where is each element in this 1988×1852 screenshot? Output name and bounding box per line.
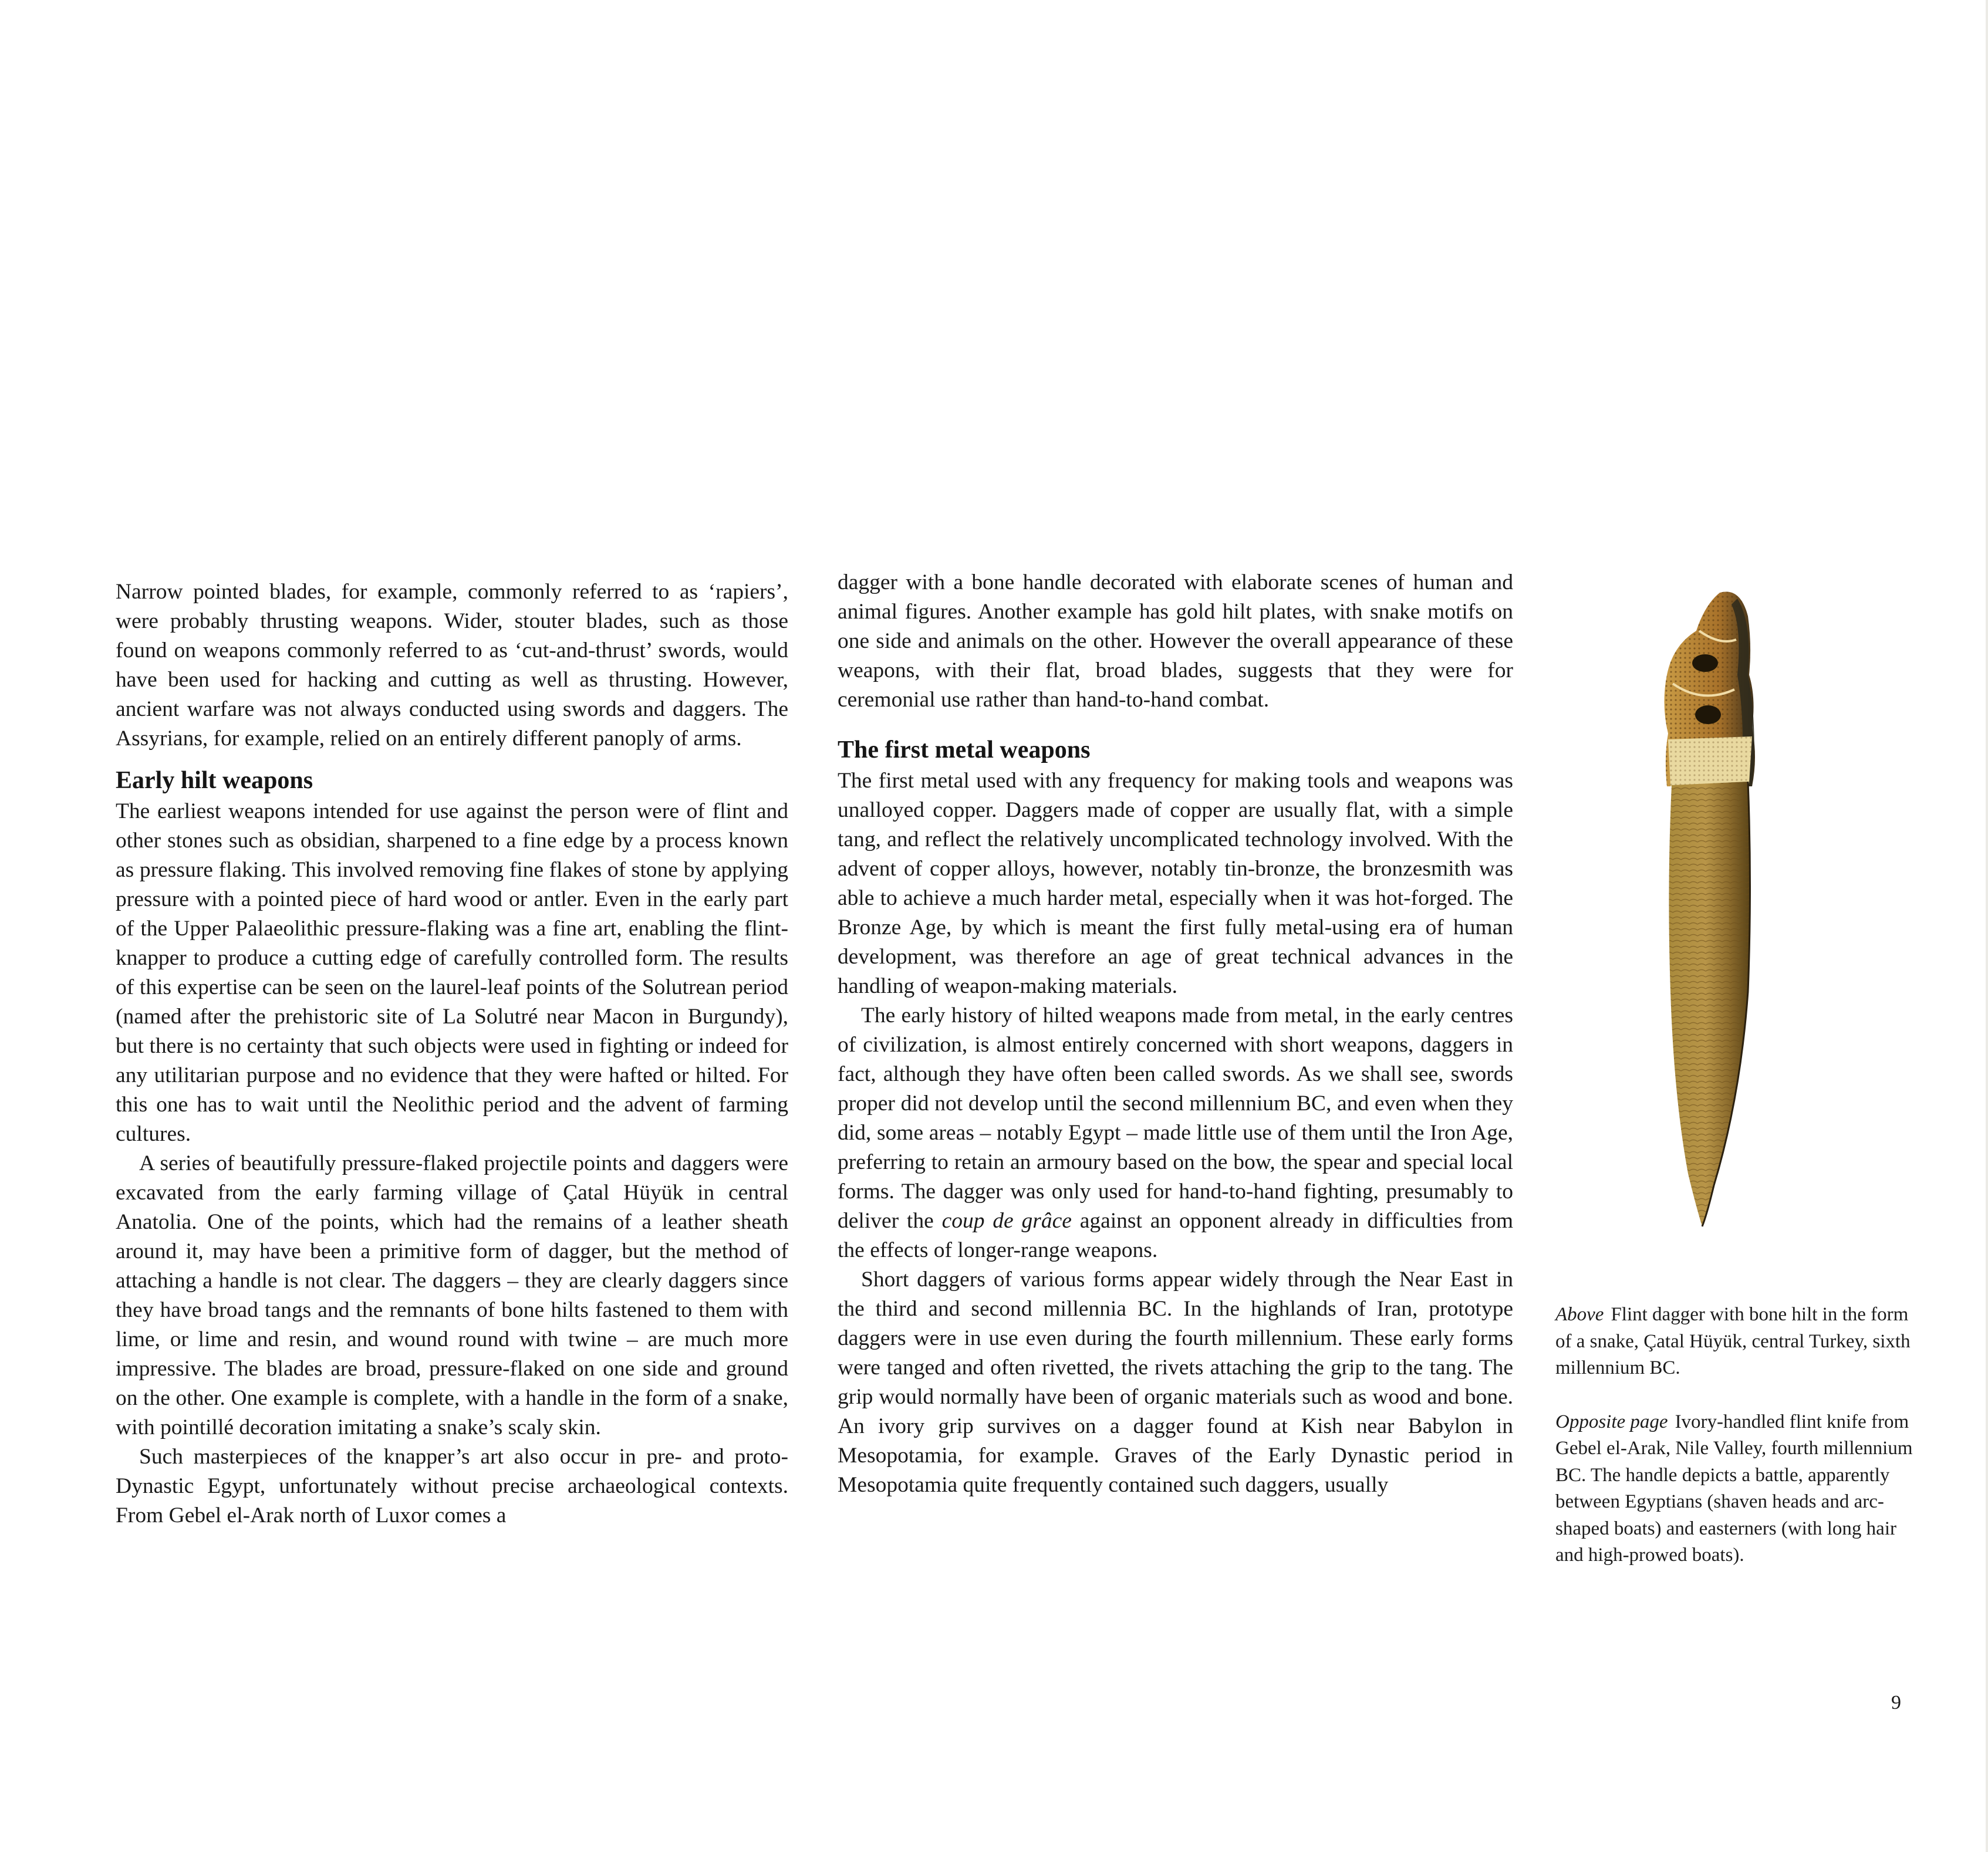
body-paragraph: The earliest weapons intended for use against the person were of flint and other stones such as obsidian, sharpened to a fine edge by a process known as pressure flaking. This involved removing fine flakes of stone by applying pressure with a pointed piece of hard wood or antler. Even in the early part of the Upper Palaeolithic pressure-flaking was a fine art, enabling the flint-knapper to produce a cutting edge of carefully controlled form. The results of this expertise can be seen on the laurel-leaf points of the Solutrean period (named after the prehistoric site of La Solutré near Macon in Burgundy), but there is no certainty that such objects were used in fighting or indeed for any utilitarian purpose and no evidence that they were hafted or hilted. For this one has to wait until the Neolithic period and the advent of farming cultures.	[116, 799, 788, 1146]
page-number: 9	[1891, 1692, 1901, 1714]
page-gutter-edge	[1986, 0, 1988, 1852]
flint-dagger-illustration	[1632, 581, 1767, 1244]
paragraph-text: The early history of hilted weapons made from metal, in the early centres of civilization, is almost entirely concerned with short weapons, daggers in fact, although they have often been called swords. As we shall see, swords proper did not develop until the second millennium BC, and even when they did, some areas – notably Egypt – made little use of them until the Iron Age, preferring to retain an armoury based on the bow, the spear and special local forms. The dagger was only used for hand-to-hand fighting, presumably to deliver the	[838, 1003, 1513, 1233]
paragraph-text: against an opponent already in difficulties from the effects of longer-range weapons.	[838, 1209, 1514, 1262]
body-paragraph: Short daggers of various forms appear widely through the Near East in the third and second millennia BC. In the highlands of Iran, prototype daggers were in use even during the fourth millennium. These early forms were tanged and often rivetted, the rivets attaching the grip to the tang. The grip would normally have been of organic materials such as wood and bone. An ivory grip survives on a dagger found at Kish near Babylon in Mesopotamia, for example. Graves of the Early Dynastic period in Mesopotamia quite frequently contained such daggers, usually	[838, 1268, 1513, 1497]
dagger-photo	[1632, 581, 1767, 1244]
section-heading-first-metal-weapons: The first metal weapons	[838, 736, 1091, 763]
body-paragraph: A series of beautifully pressure-flaked projectile points and daggers were excavated from the early farming village of Çatal Hüyük in central Anatolia. One of the points, which had the remains of a leather sheath around it, may have been a primitive form of dagger, but the method of attaching a handle is not clear. The daggers – they are clearly daggers since they have broad tangs and the remnants of bone hilts fastened to them with lime, or lime and resin, and wound round with twine – are much more impressive. The blades are broad, pressure-flaked on one side and ground on the other. One example is complete, with a handle in the form of a snake, with pointillé decoration imitating a snake’s scaly skin.	[116, 1151, 788, 1439]
caption-lead-label: Opposite page	[1555, 1411, 1668, 1432]
figure-captions	[1555, 1302, 1913, 1596]
body-paragraph: The first metal used with any frequency for making tools and weapons was unalloyed copper. Daggers made of copper are usually flat, with a simple tang, and reflect the relatively uncomplicated technology involved. With the advent of copper alloys, however, notably tin-bronze, the bronzesmith was able to achieve a much harder metal, especially when it was hot-forged. The Bronze Age, by which is meant the first fully metal-using era of human development, was therefore an age of great technical advances in the handling of weapon-making materials.	[838, 769, 1513, 998]
left-text-column	[116, 577, 788, 1530]
section-heading-early-hilt-weapons: Early hilt weapons	[116, 767, 313, 794]
caption-opposite-page	[1555, 1409, 1913, 1569]
caption-above	[1555, 1302, 1913, 1382]
body-paragraph: Narrow pointed blades, for example, commonly referred to as ‘rapiers’, were probably thrusting weapons. Wider, stouter blades, such as those found on weapons commonly referred to as ‘cut-and-thrust’ swords, would have been used for hacking and cutting as well as thrusting. However, ancient warfare was not always conducted using swords and daggers. The Assyrians, for example, relied on an entirely different panoply of arms.	[116, 580, 788, 751]
caption-text: Ivory-handled flint knife from Gebel el-Arak, Nile Valley, fourth millennium BC. The handle depicts a battle, apparently between Egyptians (shaven heads and arc-shaped boats) and easterners (with long hair and high-prowed boats).	[1555, 1411, 1913, 1566]
body-paragraph: dagger with a bone handle decorated with elaborate scenes of human and animal figures. Another example has gold hilt plates, with snake motifs on one side and animals on the other. However the overall appearance of these weapons, with their flat, broad blades, suggests that they were for ceremonial use rather than hand-to-hand combat.	[838, 570, 1513, 712]
caption-text: Flint dagger with bone hilt in the form of a snake, Çatal Hüyük, central Turkey, sixth millennium BC.	[1555, 1304, 1911, 1378]
italic-phrase: coup de grâce	[941, 1209, 1072, 1233]
body-paragraph: Such masterpieces of the knapper’s art also occur in pre- and proto-Dynastic Egypt, unfortunately without precise archaeological contexts. From Gebel el-Arak north of Luxor comes a	[116, 1445, 788, 1527]
body-paragraph	[838, 1001, 1513, 1265]
middle-text-column	[838, 568, 1513, 1500]
caption-lead-label: Above	[1555, 1304, 1604, 1325]
